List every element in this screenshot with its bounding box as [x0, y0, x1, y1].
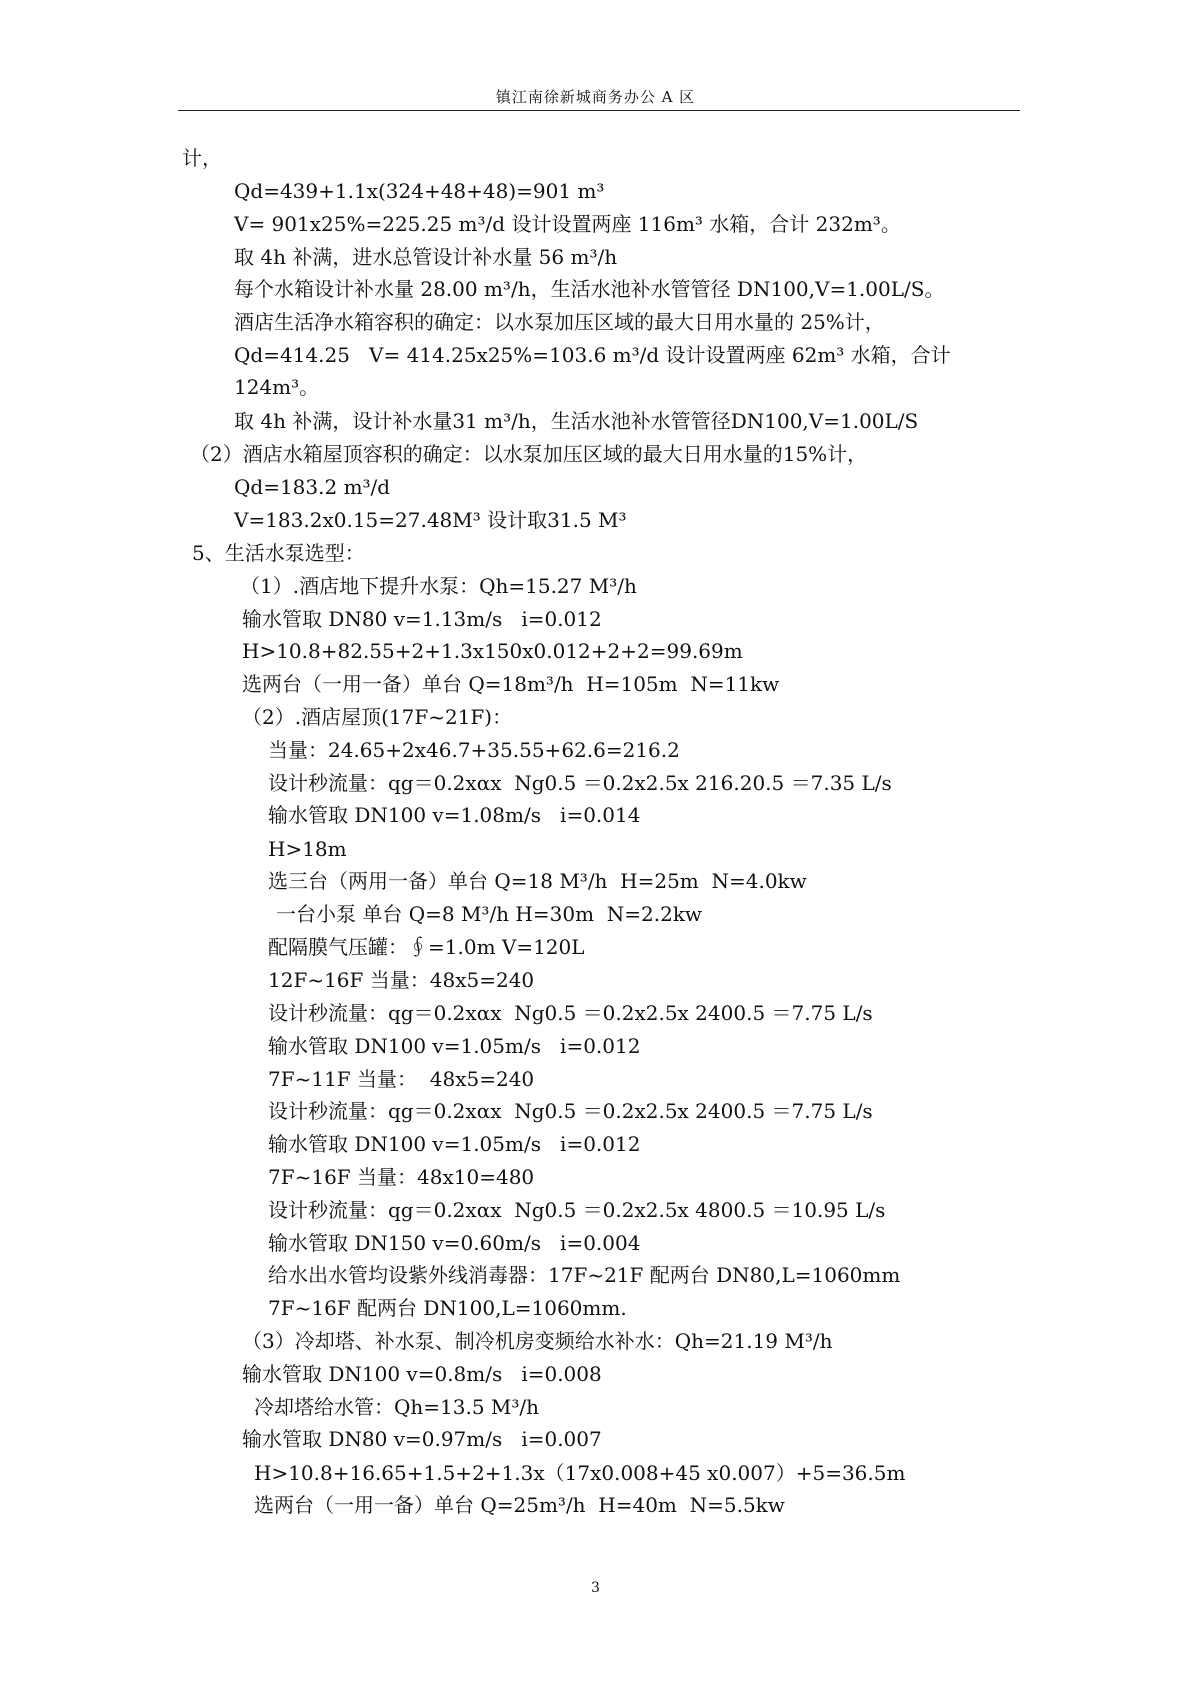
text-line: 设计秒流量：qg＝0.2xαx Ng0.5 ＝0.2x2.5x 2400.5 ＝7.75 L/s	[268, 1001, 873, 1025]
text-line: 设计秒流量：qg＝0.2xαx Ng0.5 ＝0.2x2.5x 216.20.5 ＝7.35 L/s	[268, 771, 892, 795]
text-line: V=183.2x0.15=27.48M³ 设计取31.5 M³	[234, 508, 627, 532]
text-line: 7F~16F 配两台 DN100,L=1060mm.	[268, 1296, 627, 1320]
text-line: 配隔膜气压罐：∮=1.0m V=120L	[268, 935, 585, 959]
text-line: （2）酒店水箱屋顶容积的确定：以水泵加压区域的最大日用水量的15%计，	[190, 442, 868, 466]
text-line: （2）.酒店屋顶(17F~21F)：	[242, 705, 513, 729]
text-line: 酒店生活净水箱容积的确定：以水泵加压区域的最大日用水量的 25%计，	[234, 310, 885, 334]
text-line: V= 901x25%=225.25 m³/d 设计设置两座 116m³ 水箱，合计 232m³。	[234, 212, 901, 236]
text-line: H>10.8+82.55+2+1.3x150x0.012+2+2=99.69m	[242, 639, 743, 663]
text-line: Qd=439+1.1x(324+48+48)=901 m³	[234, 179, 605, 203]
text-line: 设计秒流量：qg＝0.2xαx Ng0.5 ＝0.2x2.5x 4800.5 ＝10.95 L/s	[268, 1198, 886, 1222]
text-line: 每个水箱设计补水量 28.00 m³/h，生活水池补水管管径 DN100,V=1.00L/S。	[234, 277, 945, 301]
text-line: Qd=414.25 V= 414.25x25%=103.6 m³/d 设计设置两座 62m³ 水箱，合计	[234, 343, 951, 367]
text-line: 当量：24.65+2x46.7+35.55+62.6=216.2	[268, 738, 680, 762]
text-line: 取 4h 补满，进水总管设计补水量 56 m³/h	[234, 245, 618, 269]
text-line: 输水管取 DN100 v=1.08m/s i=0.014	[268, 803, 641, 827]
text-line: （1）.酒店地下提升水泵：Qh=15.27 M³/h	[240, 574, 637, 598]
text-line: 给水出水管均设紫外线消毒器：17F~21F 配两台 DN80,L=1060mm	[268, 1263, 901, 1287]
text-line: H>10.8+16.65+1.5+2+1.3x（17x0.008+45 x0.007）+5=36.5m	[254, 1461, 906, 1485]
text-line: 输水管取 DN150 v=0.60m/s i=0.004	[268, 1231, 641, 1255]
text-line: 输水管取 DN100 v=1.05m/s i=0.012	[268, 1132, 641, 1156]
page-number: 3	[591, 1580, 600, 1596]
text-line: 输水管取 DN100 v=1.05m/s i=0.012	[268, 1034, 641, 1058]
text-line: 5、生活水泵选型：	[192, 541, 365, 565]
text-line: H>18m	[268, 837, 347, 861]
text-line: 计，	[182, 146, 222, 170]
text-line: 设计秒流量：qg＝0.2xαx Ng0.5 ＝0.2x2.5x 2400.5 ＝7.75 L/s	[268, 1099, 873, 1123]
text-line: 7F~16F 当量：48x10=480	[268, 1165, 535, 1189]
text-line: 一台小泵 单台 Q=8 M³/h H=30m N=2.2kw	[276, 902, 703, 926]
text-line: 输水管取 DN80 v=1.13m/s i=0.012	[242, 607, 602, 631]
text-line: 输水管取 DN100 v=0.8m/s i=0.008	[242, 1362, 602, 1386]
text-line: 7F~11F 当量： 48x5=240	[268, 1067, 535, 1091]
text-line: 冷却塔给水管：Qh=13.5 M³/h	[254, 1395, 540, 1419]
text-line: 12F~16F 当量：48x5=240	[268, 968, 535, 992]
text-line: 取 4h 补满，设计补水量31 m³/h，生活水池补水管管径DN100,V=1.00L/S	[234, 409, 919, 433]
text-line: （3）冷却塔、补水泵、制冷机房变频给水补水：Qh=21.19 M³/h	[242, 1329, 833, 1353]
text-line: 选两台（一用一备）单台 Q=18m³/h H=105m N=11kw	[242, 672, 780, 696]
header-rule	[178, 110, 1020, 111]
text-line: 输水管取 DN80 v=0.97m/s i=0.007	[242, 1427, 602, 1451]
text-line: 选三台（两用一备）单台 Q=18 M³/h H=25m N=4.0kw	[268, 869, 807, 893]
text-line: 124m³。	[234, 375, 320, 399]
text-line: 选两台（一用一备）单台 Q=25m³/h H=40m N=5.5kw	[254, 1493, 785, 1517]
page-header: 镇江南徐新城商务办公 A 区	[495, 88, 696, 106]
text-line: Qd=183.2 m³/d	[234, 475, 391, 499]
